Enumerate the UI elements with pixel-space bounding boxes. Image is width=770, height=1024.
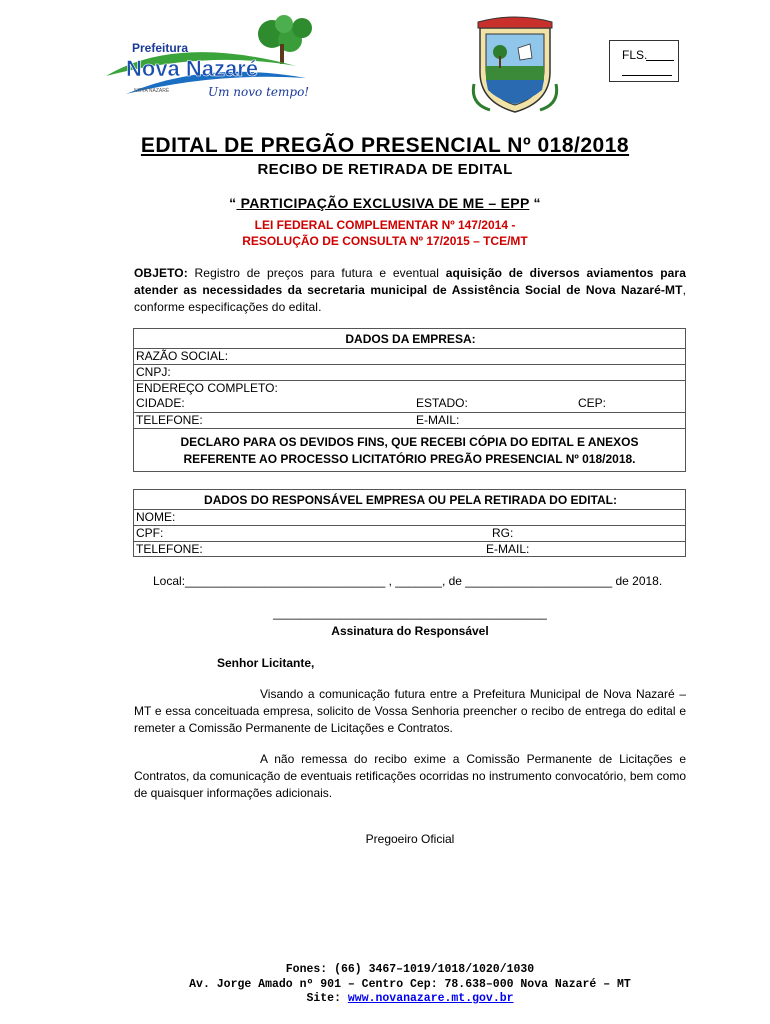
- cpf-label: CPF:: [136, 526, 164, 540]
- signer-title: Pregoeiro Oficial: [365, 832, 455, 846]
- law-line-2: RESOLUÇÃO DE CONSULTA Nº 17/2015 – TCE/MT: [242, 234, 528, 248]
- logo-name-text: Nova Nazaré: [126, 56, 259, 81]
- endereco-label: ENDEREÇO COMPLETO:: [136, 381, 278, 395]
- law-line-1: LEI FEDERAL COMPLEMENTAR Nº 147/2014 -: [254, 218, 516, 232]
- participation-title: “ PARTICIPAÇÃO EXCLUSIVA DE ME – EPP “: [229, 195, 541, 211]
- responsible-phone-email-field[interactable]: [134, 542, 685, 557]
- nome-field[interactable]: NOME:: [134, 510, 685, 526]
- receipt-title: RECIBO DE RETIRADA DE EDITAL: [257, 161, 513, 178]
- logo-prefeitura-text: Prefeitura: [132, 41, 189, 55]
- telefone-label: TELEFONE:: [136, 413, 203, 427]
- logo-small-text: NOVA NAZARÉ: [134, 88, 170, 94]
- site-link[interactable]: www.novanazare.mt.gov.br: [347, 992, 514, 1005]
- objeto-bold-text: aquisição de diversos aviamentos para atender as necessidades da secretaria municipal de Assistência Social de Nova Nazaré-MT: [134, 266, 686, 297]
- municipal-crest-icon: [470, 14, 560, 114]
- responsible-table-header: DADOS DO RESPONSÁVEL EMPRESA OU PELA RETIRADA DO EDITAL:: [134, 490, 685, 510]
- fls-box: [609, 40, 679, 82]
- paragraph-non-submission: A não remessa do recibo exime a Comissão Permanente de Licitações e Contratos, da comunicação de eventuais retificações ocorridas no instrumento convocatório, bem como de quaisquer informações adicionais.: [134, 752, 686, 800]
- rg-label: RG:: [492, 526, 514, 540]
- company-table-header: DADOS DA EMPRESA:: [134, 329, 685, 349]
- cnpj-field[interactable]: CNPJ:: [134, 365, 685, 381]
- company-data-table: [133, 328, 686, 472]
- objeto-paragraph: OBJETO: Registro de preços para futura e eventual aquisição de diversos aviamentos para atender as necessidades da secretaria municipal de Assistência Social de Nova Nazaré-MT, conforme especificações do edital.: [134, 266, 686, 314]
- objeto-label: OBJETO:: [134, 266, 188, 280]
- logo-slogan-text: Um novo tempo!: [208, 85, 310, 99]
- declaration-text: DECLARO PARA OS DEVIDOS FINS, QUE RECEBI CÓPIA DO EDITAL E ANEXOS REFERENTE AO PROCESSO LICITATÓRIO PREGÃO PRESENCIAL Nº 018/2018.: [180, 435, 639, 466]
- cidade-label: CIDADE:: [136, 396, 185, 410]
- estado-label: ESTADO:: [416, 396, 468, 410]
- responsible-email-label: E-MAIL:: [486, 542, 530, 556]
- footer: [0, 963, 770, 1007]
- signature-line[interactable]: _________________________________________: [273, 606, 547, 620]
- signature-label: Assinatura do Responsável: [331, 624, 489, 638]
- fls-signature-line[interactable]: [622, 75, 672, 76]
- local-date-line[interactable]: Local:______________________________ , _______, de ______________________ de 2018.: [153, 574, 663, 588]
- footer-site: Site: www.novanazare.mt.gov.br: [306, 992, 514, 1005]
- fls-label: FLS.: [622, 48, 648, 62]
- responsible-telefone-label: TELEFONE:: [136, 542, 203, 556]
- razao-social-field[interactable]: RAZÃO SOCIAL:: [134, 349, 685, 365]
- fls-number-line[interactable]: [646, 60, 674, 61]
- address-city-field[interactable]: [134, 381, 685, 413]
- paragraph-communication: Visando a comunicação futura entre a Prefeitura Municipal de Nova Nazaré – MT e essa conceituada empresa, solicito de Vossa Senhoria preencher o recibo de entrega do edital e remeter a Comissão Permanente de Licitações e Contratos.: [134, 687, 686, 735]
- cep-label: CEP:: [578, 396, 607, 410]
- page-title: EDITAL DE PREGÃO PRESENCIAL Nº 018/2018: [140, 134, 630, 157]
- prefeitura-nova-nazare-logo: [96, 14, 318, 102]
- responsible-data-table: [133, 489, 686, 557]
- email-label: E-MAIL:: [416, 413, 460, 427]
- footer-phones: Fones: (66) 3467–1019/1018/1020/1030: [285, 963, 535, 976]
- footer-address: Av. Jorge Amado nº 901 – Centro Cep: 78.638–000 Nova Nazaré – MT: [189, 977, 631, 991]
- greeting: Senhor Licitante,: [217, 656, 315, 670]
- law-reference: [0, 217, 770, 249]
- cpf-rg-field[interactable]: [134, 526, 685, 542]
- phone-email-field[interactable]: [134, 413, 685, 429]
